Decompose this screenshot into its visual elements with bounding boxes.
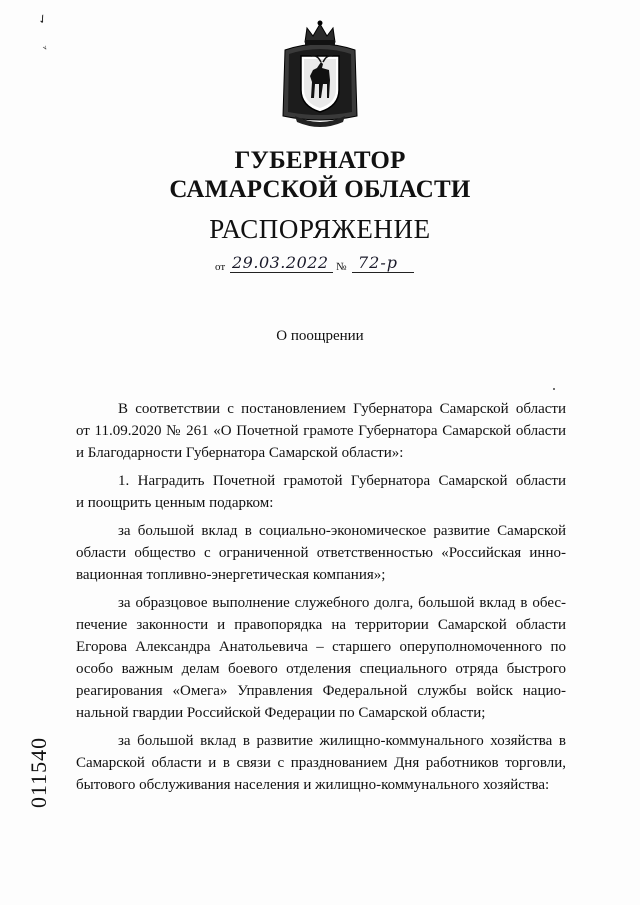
scan-artifact: ᵥ xyxy=(38,38,49,53)
body-line: и Благодарности Губернатора Самарской области»: xyxy=(76,445,404,461)
body-line: печение законности и правопорядка на территории Самарской области xyxy=(76,617,566,633)
body-line: реагирования «Омега» Управления Федеральной службы войск нацио- xyxy=(76,683,566,699)
document-subject: О поощрении xyxy=(276,328,364,344)
document-type-title: РАСПОРЯЖЕНИЕ xyxy=(209,214,431,244)
paragraph-company xyxy=(76,520,566,586)
number-label: № xyxy=(336,261,347,273)
body-line: за большой вклад в социально-экономическое развитие Самарской xyxy=(118,523,566,539)
handwritten-number: 72-р xyxy=(358,253,399,272)
paragraph-housing xyxy=(76,730,566,796)
coat-of-arms-icon xyxy=(277,20,363,130)
body-line: В соответствии с постановлением Губернатора Самарской области xyxy=(118,401,566,417)
body-line: вационная топливно-энергетическая компания»; xyxy=(76,567,386,583)
scan-artifact xyxy=(553,388,555,390)
body-line: бытового обслуживания населения и жилищно-коммунального хозяйства: xyxy=(76,777,550,793)
body-line: нальной гвардии Российской Федерации по Самарской области; xyxy=(76,705,486,721)
authority-title: ГУБЕРНАТОР xyxy=(234,147,406,174)
date-label: от xyxy=(215,261,226,273)
registration-line xyxy=(210,253,440,275)
scan-artifact: ✓ xyxy=(34,10,51,28)
handwritten-date: 29.03.2022 xyxy=(232,253,329,272)
body-line: от 11.09.2020 № 261 «О Почетной грамоте Губернатора Самарской области xyxy=(76,423,566,439)
body-line: за большой вклад в развитие жилищно-коммунального хозяйства в xyxy=(118,733,566,749)
body-line: 1. Наградить Почетной грамотой Губернатора Самарской области xyxy=(118,473,566,489)
body-line: за образцовое выполнение служебного долга, большой вклад в обес- xyxy=(118,595,566,611)
paragraph-award xyxy=(76,470,566,514)
body-line: особо важным делам боевого отделения специального отряда быстрого xyxy=(76,661,566,677)
body-line: Егорова Александра Анатольевича – старшего оперуполномоченного по xyxy=(76,639,566,655)
number-underline xyxy=(352,272,414,273)
date-underline xyxy=(230,272,333,273)
side-serial-number: 011540 xyxy=(26,736,51,808)
paragraph-officer xyxy=(76,592,566,724)
paragraph-basis xyxy=(76,398,566,464)
document-body xyxy=(76,398,566,802)
body-line: и поощрить ценным подарком: xyxy=(76,495,274,511)
body-line: области общество с ограниченной ответственностью «Российская инно- xyxy=(76,545,566,561)
body-line: Самарской области и в связи с празднованием Дня работников торговли, xyxy=(76,755,566,771)
authority-region: САМАРСКОЙ ОБЛАСТИ xyxy=(169,176,471,203)
